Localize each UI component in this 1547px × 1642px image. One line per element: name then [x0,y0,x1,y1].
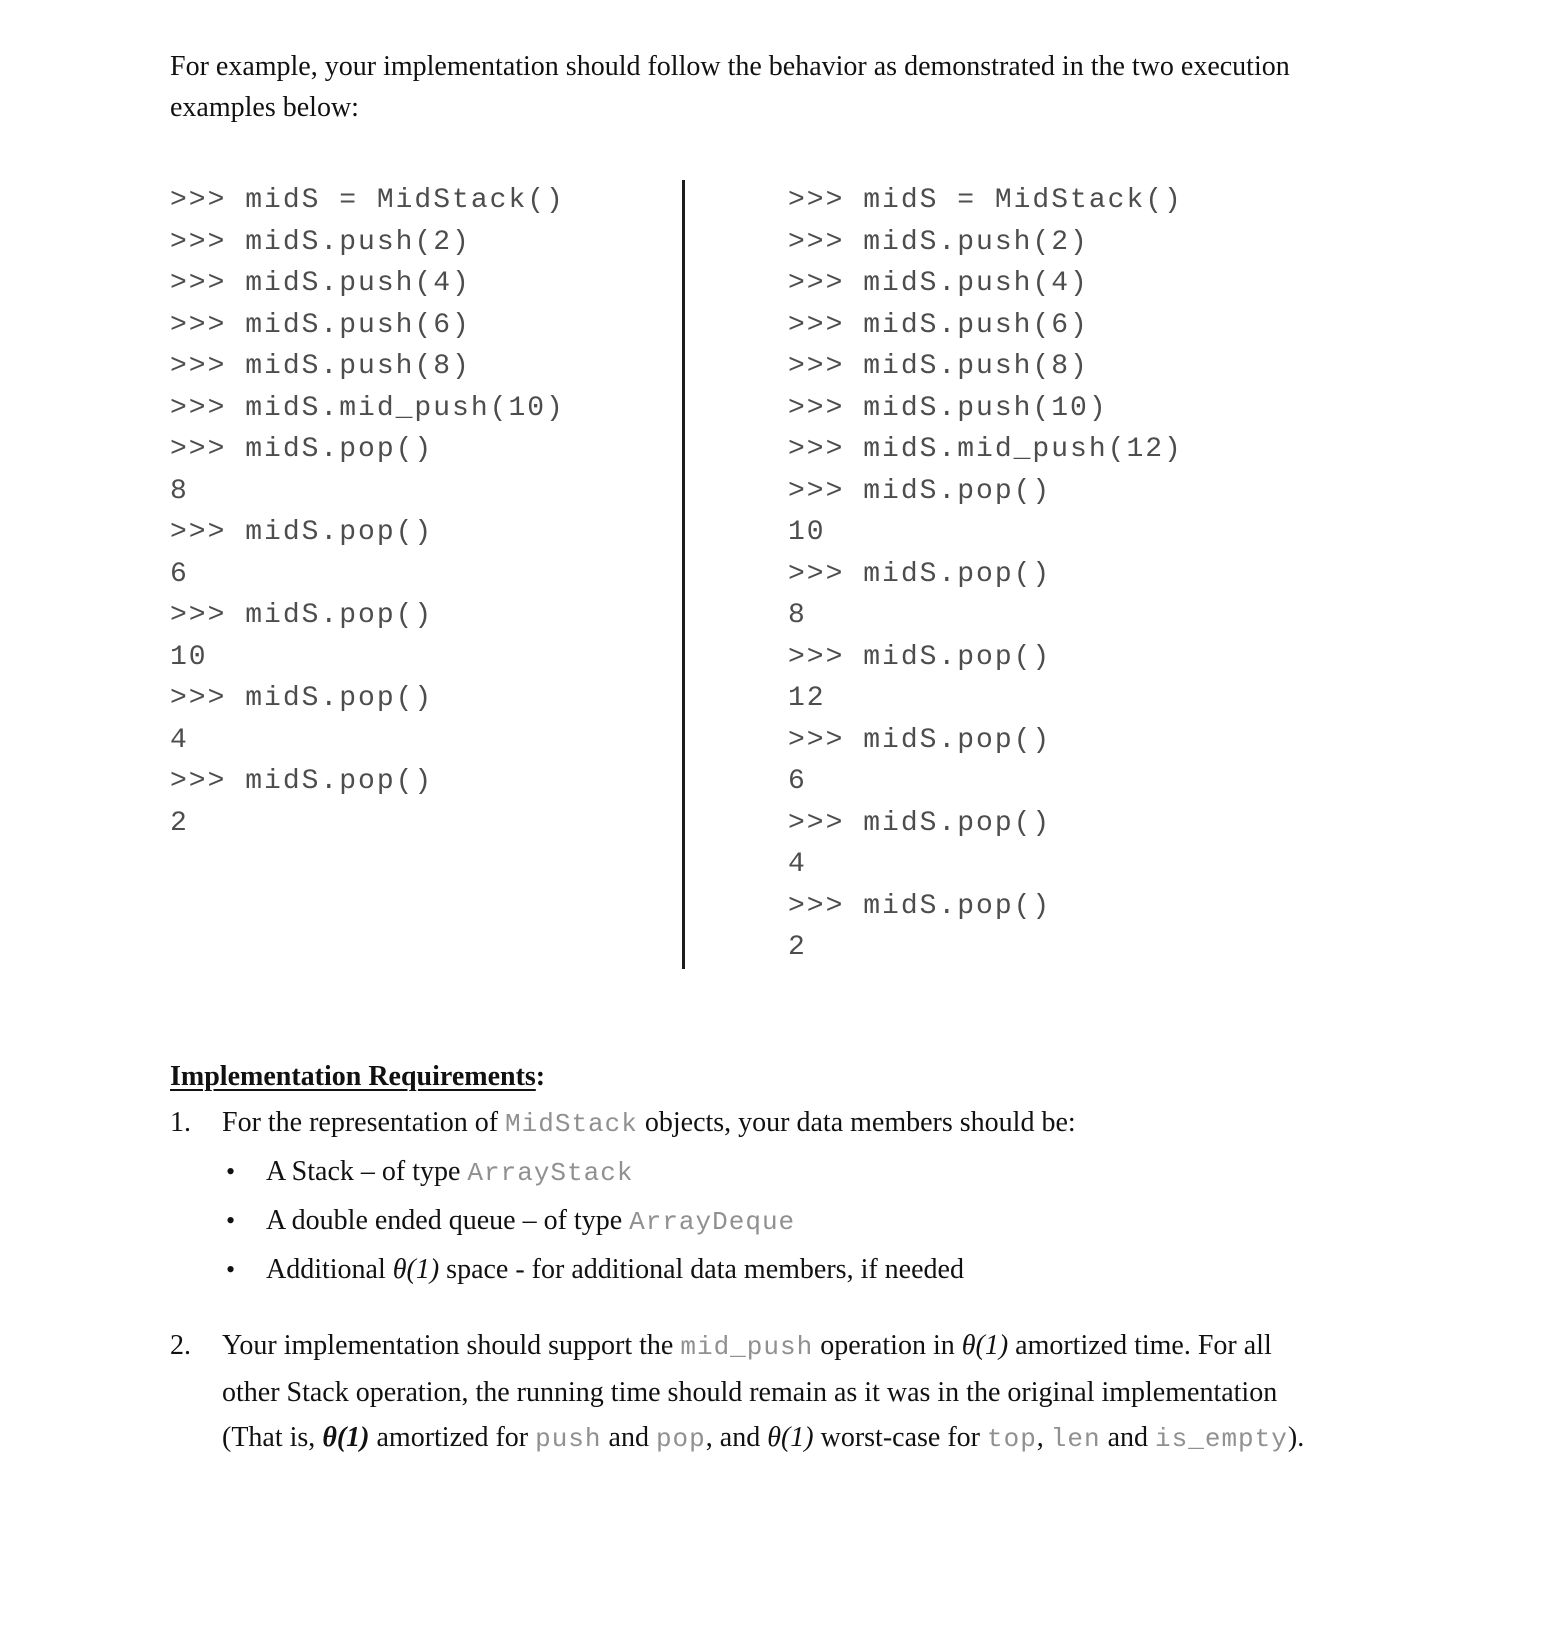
text-run: and [601,1421,656,1453]
bullet-item [222,1148,1397,1197]
item-2-number: 2. [170,1329,191,1361]
code-line: 4 [788,849,807,880]
text-run: A Stack – of type [266,1155,468,1187]
code-line: >>> midS.push(4) [170,268,471,299]
code-line: >>> midS.push(4) [788,268,1089,299]
bullet-marker: • [226,1254,236,1284]
item-1-number: 1. [170,1106,191,1138]
code-line: 4 [170,724,189,756]
inline-code: is_empty [1155,1423,1288,1454]
requirements-heading [170,1061,1397,1093]
code-line: >>> midS.pop() [170,517,434,548]
code-line: >>> midS.push(2) [170,226,471,258]
code-line: 10 [170,641,208,673]
text-run: Additional [266,1253,393,1285]
code-line: 6 [788,766,807,797]
code-line: >>> midS.push(10) [788,392,1108,424]
math-expression: θ(1) [961,1329,1009,1361]
text-run: and [1100,1421,1156,1453]
code-line: >>> midS.pop() [170,766,434,797]
text-run: Your implementation should support the [222,1329,681,1361]
inline-code: len [1050,1423,1101,1454]
code-line: 6 [170,558,189,590]
requirement-item-1 [170,1101,1397,1293]
code-line: >>> midS.pop() [788,890,1052,922]
code-line: >>> midS.pop() [788,724,1052,756]
requirements-heading-text: Implementation Requirements [170,1060,536,1092]
text-run: For the representation of [222,1106,506,1138]
example-session-left [170,180,682,969]
code-line: >>> midS.pop() [788,558,1052,590]
item-1-bullet-list [222,1148,1397,1293]
bullet-text [266,1246,964,1293]
code-line: >>> midS.pop() [170,600,434,631]
text-run: A double ended queue – of type [266,1204,630,1236]
example-session-right [685,180,1183,969]
inline-code: top [986,1423,1037,1454]
code-line: 2 [170,807,189,839]
code-line: 8 [170,475,189,507]
text-run: ). [1287,1421,1305,1453]
inline-code: ArrayDeque [629,1206,796,1237]
math-expression: θ(1) [392,1253,440,1285]
item-1-body [222,1101,1397,1293]
code-line: 10 [788,517,826,548]
text-run: worst-case for [813,1421,987,1453]
math-expression: θ(1) [322,1421,370,1453]
text-run: amortized time. For all other Stack operation, the running time should remain as it was in the original implementation (That is, [222,1329,1278,1453]
code-line: >>> midS.push(8) [170,351,471,382]
requirement-item-2 [170,1323,1397,1462]
requirements-heading-colon: : [535,1060,546,1092]
item-2-text [222,1323,1322,1462]
code-line: >>> midS.push(6) [788,309,1089,341]
text-run: , and [705,1421,768,1453]
inline-code: pop [655,1423,706,1454]
code-line: >>> midS.pop() [170,683,434,714]
code-line: >>> midS.pop() [788,807,1052,839]
bullet-text [266,1197,795,1246]
item-1-text [222,1101,1397,1146]
code-line: >>> midS.push(8) [788,351,1089,382]
code-line: >>> midS.pop() [788,641,1052,673]
inline-code: push [535,1423,602,1454]
code-line: >>> midS.mid_push(10) [170,392,565,424]
code-line: 2 [788,932,807,963]
code-line: >>> midS.mid_push(12) [788,434,1183,465]
code-line: >>> midS.pop() [170,434,434,465]
bullet-text [266,1148,633,1197]
execution-examples [170,180,1397,969]
code-line: >>> midS = MidStack() [788,185,1183,216]
bullet-marker: • [226,1156,236,1186]
code-line: >>> midS.pop() [788,475,1052,507]
code-line: >>> midS.push(2) [788,226,1089,258]
text-run: amortized for [369,1421,536,1453]
code-line: >>> midS.push(6) [170,309,471,341]
text-run: space - for additional data members, if needed [439,1253,964,1285]
text-run: operation in [813,1329,962,1361]
inline-code: mid_push [680,1331,814,1362]
code-line: 12 [788,683,826,714]
math-expression: θ(1) [767,1421,814,1453]
item-2-body [222,1323,1397,1462]
intro-paragraph: For example, your implementation should follow the behavior as demonstrated in the two execution examples below: [170,51,1290,123]
bullet-marker: • [226,1205,236,1235]
inline-code: MidStack [505,1108,638,1139]
code-line: >>> midS = MidStack() [170,185,565,216]
bullet-item [222,1246,1397,1293]
bullet-item [222,1197,1397,1246]
text-run: , [1036,1421,1051,1453]
code-line: 8 [788,600,807,631]
inline-code: ArrayStack [467,1157,634,1188]
text-run: objects, your data members should be: [637,1106,1076,1138]
